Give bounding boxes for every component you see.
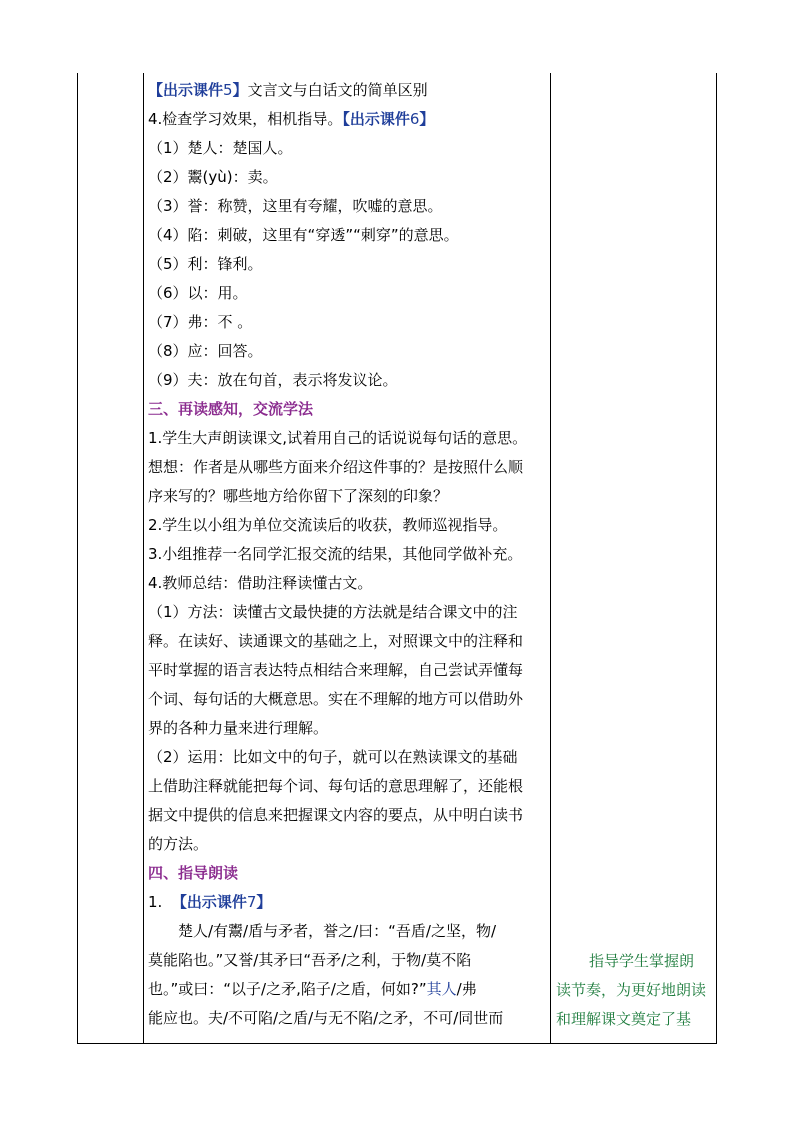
method-line: 个词、每句话的大概意思。实在不理解的地方可以借助外 <box>148 690 524 708</box>
check-effect-text: 4.检查学习效果，相机指导。 <box>148 110 343 128</box>
method-line: （1）方法：读懂古文最快捷的方法就是结合课文中的注 <box>148 603 518 621</box>
side-note-line: 和理解课文奠定了基 <box>556 1010 692 1028</box>
paragraph-line: 2.学生以小组为单位交流读后的收获，教师巡视指导。 <box>148 516 508 534</box>
table-border-left <box>77 73 78 1043</box>
classical-text-segment: /弗 <box>456 980 477 998</box>
courseware-number: 7 <box>246 893 257 911</box>
section-heading-3: 三、再读感知，交流学法 <box>148 400 314 418</box>
courseware-tag: 【出示课件 <box>342 110 410 128</box>
paragraph-line: 序来写的？哪些地方给你留下了深刻的印象？ <box>148 487 449 505</box>
paragraph-line: 4.教师总结：借助注释读懂古文。 <box>148 574 373 592</box>
note-9: （9）夫：放在句首，表示将发议论。 <box>148 371 398 389</box>
courseware-tag-end: 】 <box>232 81 248 99</box>
courseware-tag-end: 】 <box>256 893 272 911</box>
side-note-line: 读节奏，为更好地朗读 <box>556 981 707 999</box>
note-7: （7）弗：不 。 <box>148 313 253 331</box>
note-2: （2）鬻(yù)：卖。 <box>148 168 278 186</box>
table-border-bottom <box>77 1043 717 1044</box>
classical-text-highlight: 其人 <box>426 980 457 998</box>
classical-text-line: 能应也。夫/不可陷/之盾/与无不陷/之矛，不可/同世而 <box>148 1009 504 1027</box>
table-border-col1 <box>143 73 144 1043</box>
table-border-col2 <box>550 73 551 1043</box>
method-line: 界的各种力量来进行理解。 <box>148 719 329 737</box>
paragraph-line: 想想：作者是从哪些方面来介绍这件事的？是按照什么顺 <box>148 458 524 476</box>
courseware-number: 6 <box>409 110 420 128</box>
usage-line: （2）运用：比如文中的句子，就可以在熟读课文的基础 <box>148 748 518 766</box>
item-number: 1. <box>148 893 163 911</box>
classical-text-line <box>148 978 477 999</box>
note-6: （6）以：用。 <box>148 284 248 302</box>
courseware-tag-end: 】 <box>419 110 435 128</box>
paragraph-line: 3.小组推荐一名同学汇报交流的结果，其他同学做补充。 <box>148 545 523 563</box>
note-5: （5）利：锋利。 <box>148 255 263 273</box>
section-heading-4: 四、指导朗读 <box>148 864 239 882</box>
note-4: （4）陷：刺破，这里有“穿透”“刺穿”的意思。 <box>148 226 459 244</box>
method-line: 平时掌握的语言表达特点相结合来理解，自己尝试弄懂每 <box>148 661 524 679</box>
usage-line: 上借助注释就能把每个词、每句话的意思理解了，还能根 <box>148 777 524 795</box>
classical-text-line: 莫能陷也。”又誉/其矛曰“吾矛/之利，于物/莫不陷 <box>148 951 472 969</box>
usage-line: 据文中提供的信息来把握课文内容的要点，从中明白读书 <box>148 806 524 824</box>
check-effect-line <box>148 108 434 129</box>
note-3: （3）誉：称赞，这里有夸耀，吹嘘的意思。 <box>148 197 443 215</box>
courseware-number: 5 <box>223 81 233 99</box>
courseware-tag: 【出示课件 <box>171 893 247 911</box>
courseware-title: 文言文与白话文的简单区别 <box>247 81 428 99</box>
side-note-line: 指导学生掌握朗 <box>589 952 695 970</box>
paragraph-line: 1.学生大声朗读课文,试着用自己的话说说每句话的意思。 <box>148 429 528 447</box>
note-1: （1）楚人：楚国人。 <box>148 139 293 157</box>
classical-text-segment: 也。”或曰：“以子/之矛,陷子/之盾，何如?” <box>148 980 427 998</box>
usage-line: 的方法。 <box>148 835 209 853</box>
courseware-7-line <box>148 891 271 912</box>
courseware-5-line <box>148 79 428 100</box>
courseware-tag: 【出示课件 <box>148 81 224 99</box>
method-line: 释。在读好、读通课文的基础之上，对照课文中的注释和 <box>148 632 524 650</box>
table-border-right <box>716 73 717 1043</box>
classical-text-line: 楚人/有鬻/盾与矛者，誉之/曰：“吾盾/之坚，物/ <box>178 922 497 940</box>
note-8: （8）应：回答。 <box>148 342 263 360</box>
